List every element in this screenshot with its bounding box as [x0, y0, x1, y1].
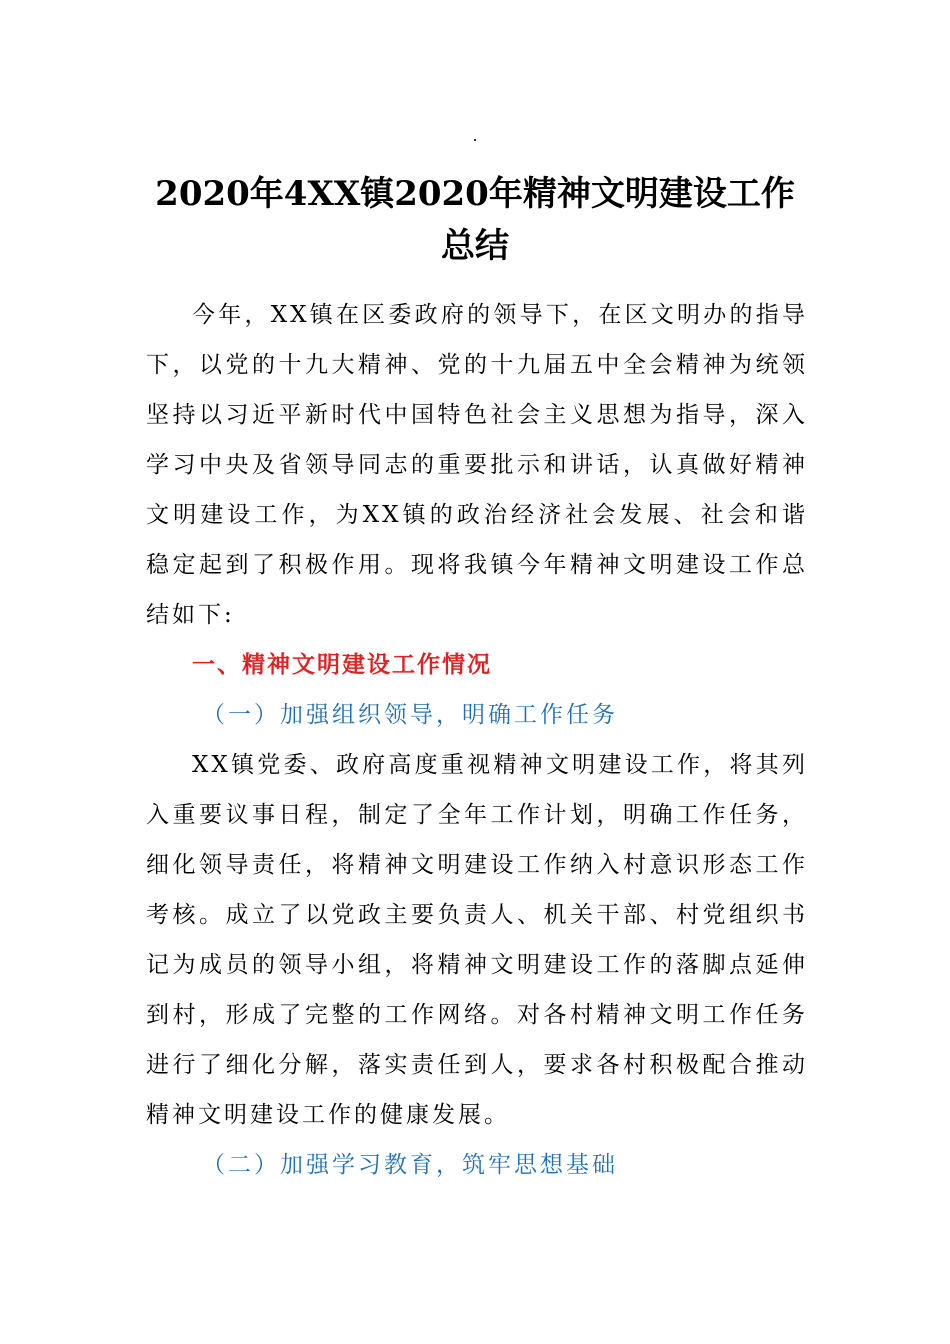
subsection-heading-1: （一）加强组织领导，明确工作任务 [202, 702, 618, 728]
header-mark: . [472, 126, 478, 145]
document-body [146, 290, 808, 1190]
subsection-1-paragraph: XX镇党委、政府高度重视精神文明建设工作，将其列入重要议事日程，制定了全年工作计划，明确工作任务，细化领导责任，将精神文明建设工作纳入村意识形态工作考核。成立了以党政主要负责人、机关干部、村党组织书记为成员的领导小组，将精神文明建设工作的落脚点延伸到村，形成了完整的工作网络。对各村精神文明工作任务进行了细化分解，落实责任到人，要求各村积极配合推动精神文明建设工作的健康发展。 [146, 752, 808, 1128]
section-heading-1: 一、精神文明建设工作情况 [192, 652, 492, 678]
subsection-heading-2: （二）加强学习教育，筑牢思想基础 [202, 1152, 618, 1178]
intro-paragraph: 今年，XX镇在区委政府的领导下，在区文明办的指导下，以党的十九大精神、党的十九届五中全会精神为统领坚持以习近平新时代中国特色社会主义思想为指导，深入学习中央及省领导同志的重要批示和讲话，认真做好精神文明建设工作，为XX镇的政治经济社会发展、社会和谐稳定起到了积极作用。现将我镇今年精神文明建设工作总结如下: [146, 302, 808, 628]
document-title: 2020年4XX镇2020年精神文明建设工作总结 [155, 174, 795, 266]
